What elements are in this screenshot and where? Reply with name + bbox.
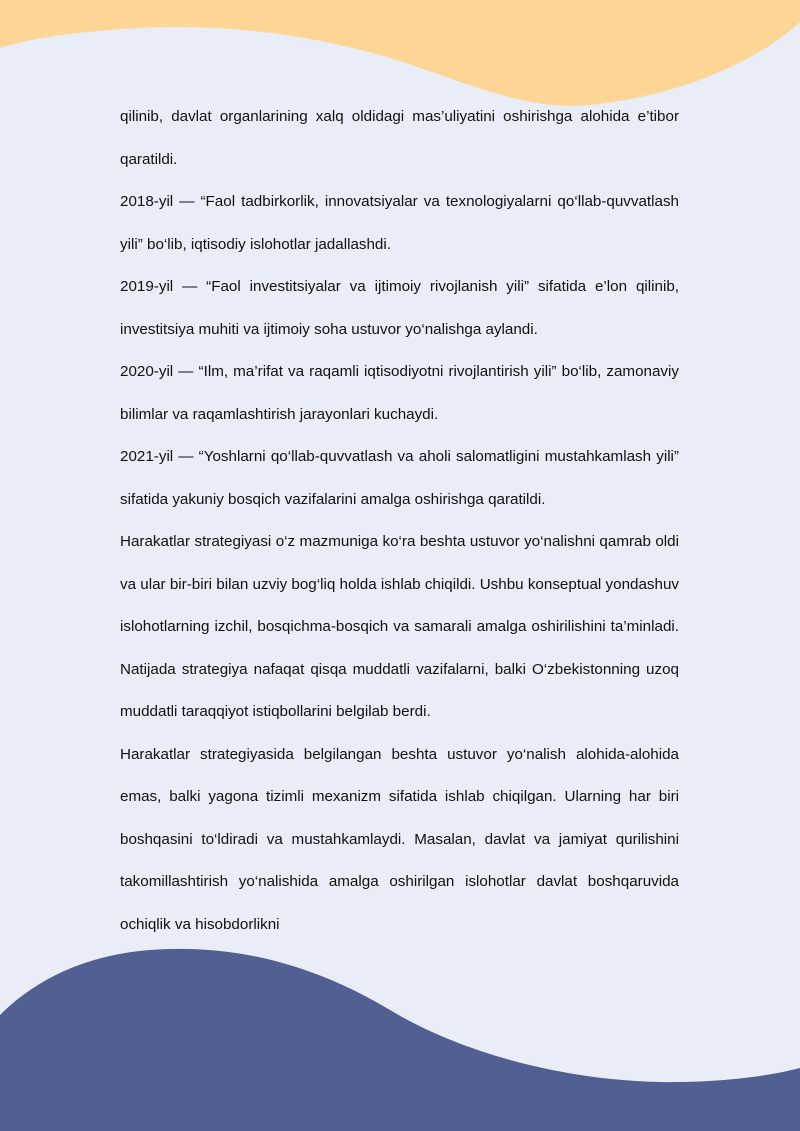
paragraph-year-2021: 2021-yil — “Yoshlarni qo‘llab-quvvatlash va aholi salomatligini mustahkamlash yili” sifatida yakuniy bosqich vazifalarini amalga oshirishga qaratildi.: [120, 448, 679, 508]
document-body: [120, 96, 679, 946]
paragraph-year-2019: 2019-yil — “Faol investitsiyalar va ijtimoiy rivojlanish yili” sifatida e’lon qilinib, investitsiya muhiti va ijtimoiy soha ustuvor yo‘nalishga aylandi.: [120, 278, 679, 338]
paragraph-strategy-overview: Harakatlar strategiyasi o‘z mazmuniga ko‘ra beshta ustuvor yo‘nalishni qamrab oldi va ular bir-biri bilan uzviy bog‘liq holda ishlab chiqildi. Ushbu konseptual yondashuv islohotlarning izchil, bosqichma-bosqich va samarali amalga oshirilishini ta’minladi. Natijada strategiya nafaqat qisqa muddatli vazifalarni, balki O‘zbekistonning uzoq muddatli taraqqiyot istiqbollarini belgilab berdi.: [120, 533, 679, 720]
paragraph-year-2018: 2018-yil — “Faol tadbirkorlik, innovatsiyalar va texnologiyalarni qo‘llab-quvvatlash yili” bo‘lib, iqtisodiy islohotlar jadallashdi.: [120, 193, 679, 253]
paragraph-priority-directions: Harakatlar strategiyasida belgilangan beshta ustuvor yo‘nalish alohida-alohida emas, balki yagona tizimli mexanizm sifatida ishlab chiqilgan. Ularning har biri boshqasini to‘ldiradi va mustahkamlaydi. Masalan, davlat va jamiyat qurilishini takomillashtirish yo‘nalishida amalga oshirilgan islohotlar davlat boshqaruvida ochiqlik va hisobdorlikni: [120, 745, 679, 933]
paragraph-continuation: qilinib, davlat organlarining xalq oldidagi mas’uliyatini oshirishga alohida e’tibor qaratildi.: [120, 108, 679, 168]
paragraph-year-2020: 2020-yil — “Ilm, ma’rifat va raqamli iqtisodiyotni rivojlantirish yili” bo‘lib, zamonaviy bilimlar va raqamlashtirish jarayonlari kuchaydi.: [120, 363, 679, 423]
